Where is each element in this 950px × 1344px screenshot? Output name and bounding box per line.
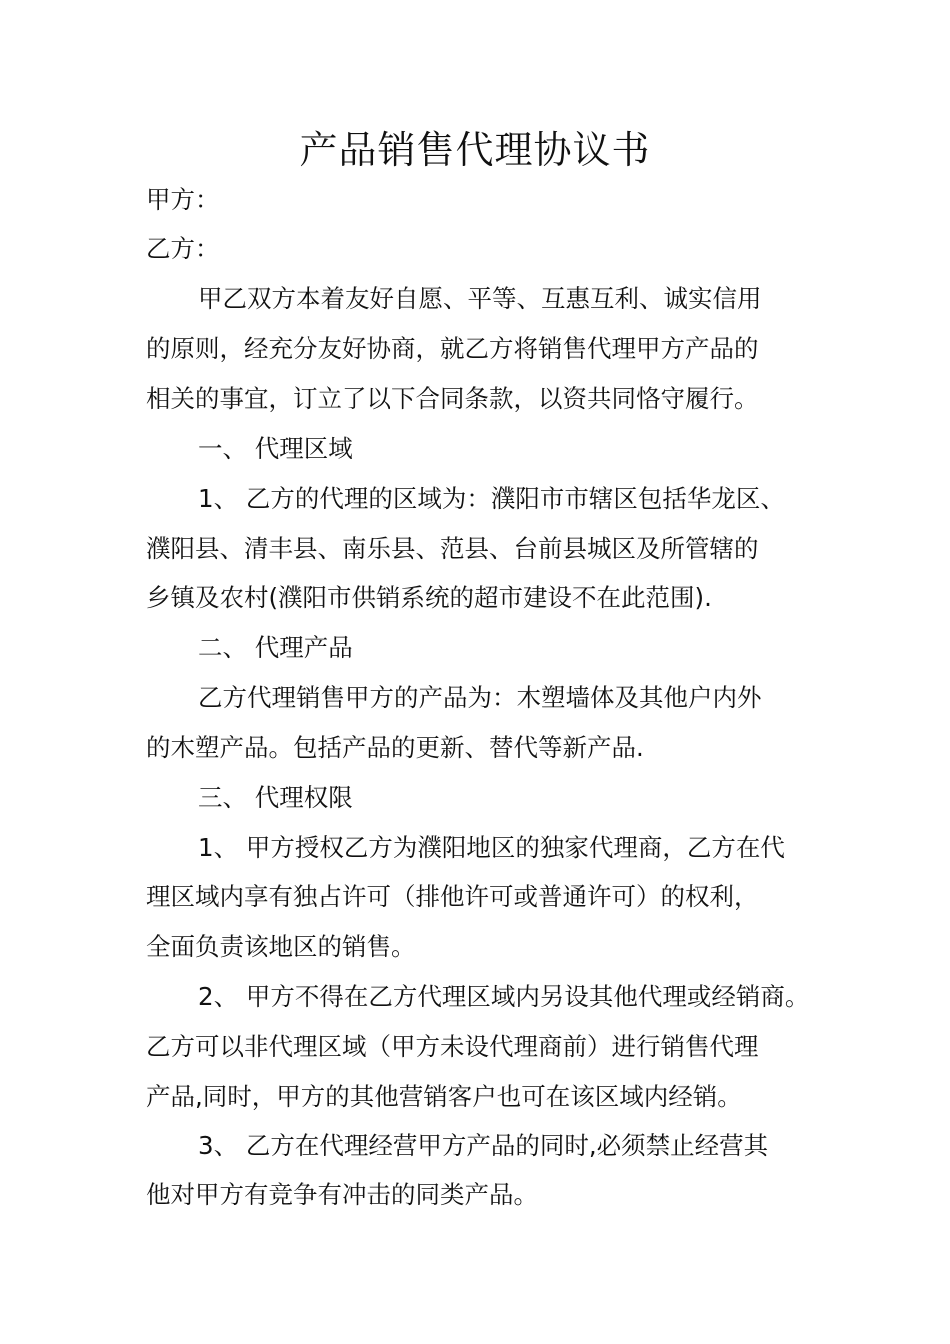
section-3-heading: 三、 代理权限 <box>198 783 353 812</box>
intro-line-2: 的原则，经充分友好协商，就乙方将销售代理甲方产品的 <box>146 334 759 363</box>
section-2-body-line-2: 的木塑产品。包括产品的更新、替代等新产品. <box>146 733 644 762</box>
section-1-item-1-line-1: 1、 乙方的代理的区域为：濮阳市市辖区包括华龙区、 <box>198 484 785 513</box>
section-3-item-1-line-3: 全面负责该地区的销售。 <box>146 932 416 961</box>
section-2-body-line-1: 乙方代理销售甲方的产品为：木塑墙体及其他户内外 <box>198 683 762 712</box>
section-3-item-2-line-2: 乙方可以非代理区域（甲方未设代理商前）进行销售代理 <box>146 1032 759 1061</box>
intro-line-3: 相关的事宜，订立了以下合同条款，以资共同恪守履行。 <box>146 384 759 413</box>
section-3-item-3-line-1: 3、 乙方在代理经营甲方产品的同时,必须禁止经营其 <box>198 1131 769 1160</box>
document-title: 产品销售代理协议书 <box>299 128 651 172</box>
section-3-item-3-line-2: 他对甲方有竞争有冲击的同类产品。 <box>146 1180 538 1209</box>
section-3-item-1-line-1: 1、 甲方授权乙方为濮阳地区的独家代理商，乙方在代 <box>198 833 785 862</box>
party-b-label: 乙方： <box>146 234 220 263</box>
section-3-item-1-line-2: 理区域内享有独占许可（排他许可或普通许可）的权利， <box>146 882 759 911</box>
section-3-item-2-line-3: 产品,同时，甲方的其他营销客户也可在该区域内经销。 <box>146 1082 742 1111</box>
section-1-item-1-line-3: 乡镇及农村(濮阳市供销系统的超市建设不在此范围). <box>146 583 712 612</box>
section-1-heading: 一、 代理区域 <box>198 434 353 463</box>
section-3-item-2-line-1: 2、 甲方不得在乙方代理区域内另设其他代理或经销商。 <box>198 982 810 1011</box>
section-1-item-1-line-2: 濮阳县、清丰县、南乐县、范县、台前县城区及所管辖的 <box>146 534 759 563</box>
section-2-heading: 二、 代理产品 <box>198 633 353 662</box>
party-a-label: 甲方： <box>146 185 220 214</box>
intro-line-1: 甲乙双方本着友好自愿、平等、互惠互利、诚实信用 <box>198 284 762 313</box>
